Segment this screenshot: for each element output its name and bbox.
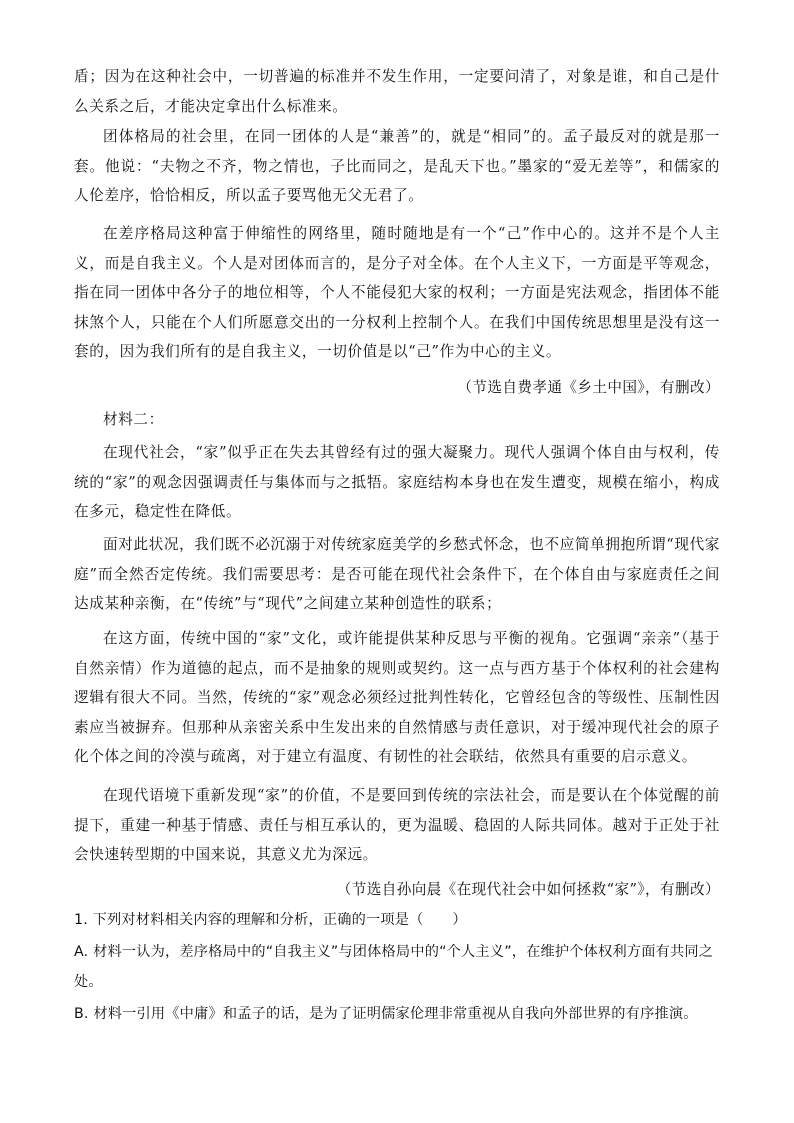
material2-paragraph-2: 面对此状况，我们既不必沉溺于对传统家庭美学的乡愁式怀念，也不应简单拥抱所谓“现代家庭”而全然否定传统。我们需要思考：是否可能在现代社会条件下，在个体自由与家庭责任之间达成某种亲衡，在“传统”与“现代”之间建立某种创造性的联系； xyxy=(74,536,720,613)
material2-label: 材料二： xyxy=(103,411,164,428)
option-b: B. 材料一引用《中庸》和孟子的话，是为了证明儒家伦理非常重视从自我向外部世界的有序推演。 xyxy=(74,1006,698,1022)
option-a: A. 材料一认为，差序格局中的“自我主义”与团体格局中的“个人主义”，在维护个体权利方面有共同之处。 xyxy=(74,944,714,990)
material1-paragraph-3: 在差序格局这种富于伸缩性的网络里，随时随地是有一个“己”作中心的。这并不是个人主义，而是自我主义。个人是对团体而言的，是分子对全体。在个人主义下，一方面是平等观念，指在同一团体中各分子的地位相等，个人不能侵犯大家的权利；一方面是宪法观念，指团体不能抹煞个人，只能在个人们所愿意交出的一分权利上控制个人。在我们中国传统思想里是没有这一套的，因为我们所有的是自我主义，一切价值是以“己”作为中心的主义。 xyxy=(74,225,720,361)
material1-source: （节选自费孝通《乡土中国》，有删改） xyxy=(457,379,720,396)
material2-paragraph-3: 在这方面，传统中国的“家”文化，或许能提供某种反思与平衡的视角。它强调“亲亲”（基于自然亲情）作为道德的起点，而不是抽象的规则或契约。这一点与西方基于个体权利的社会建构逻辑有很大不同。当然，传统的“家”观念必须经过批判性转化，它曾经包含的等级性、压制性因素应当被摒弃。但那种从亲密关系中生发出来的自然情感与责任意识，对于缓冲现代社会的原子化个体之间的冷漠与疏离，对于建立有温度、有韧性的社会联结，依然具有重要的启示意义。 xyxy=(74,630,720,766)
material2-paragraph-1: 在现代社会，“家”似乎正在失去其曾经有过的强大凝聚力。现代人强调个体自由与权利，传统的“家”的观念因强调责任与集体而与之抵牾。家庭结构本身也在发生遭变，规模在缩小，构成在多元，稳定性在降低。 xyxy=(74,444,720,521)
material1-paragraph-2: 团体格局的社会里，在同一团体的人是“兼善”的，就是“相同”的。孟子最反对的就是那一套。他说：“夫物之不齐，物之情也，子比而同之，是乱天下也。”墨家的“爱无差等”，和儒家的人伦差序，恰恰相反，所以孟子要骂他无父无君了。 xyxy=(74,128,720,205)
question-stem: 1. 下列对材料相关内容的理解和分析，正确的一项是（ ） xyxy=(74,912,467,928)
material2-source: （节选自孙向晨《在现代社会中如何拯救“家”》，有删改） xyxy=(336,881,720,898)
material2-paragraph-4: 在现代语境下重新发现“家”的价值，不是要回到传统的宗法社会，而是要认在个体觉醒的前提下，重建一种基于情感、责任与相互承认的，更为温暖、稳固的人际共同体。越对于正处于社会快速转型期的中国来说，其意义尤为深远。 xyxy=(74,787,720,864)
material1-paragraph-1: 盾；因为在这种社会中，一切普遍的标准并不发生作用，一定要问清了，对象是谁，和自己是什么关系之后，才能决定拿出什么标准来。 xyxy=(74,68,720,115)
